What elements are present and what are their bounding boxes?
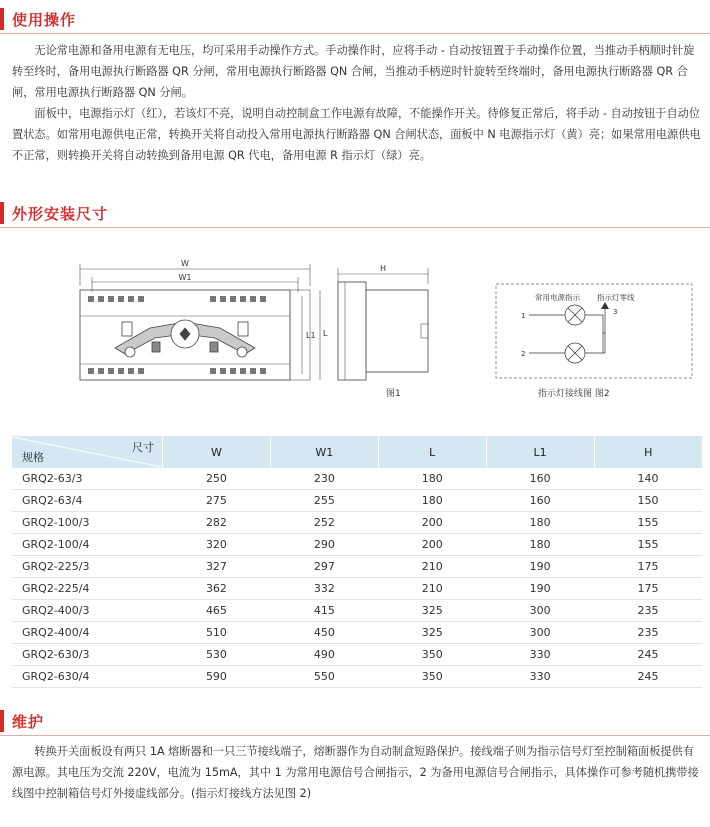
dim-label-l1: L1 [306, 331, 316, 340]
dimension-cell: 180 [486, 534, 594, 556]
table-row [12, 534, 702, 556]
wiring-label-common: 常用电源指示 [535, 293, 580, 302]
dimension-cell: 230 [270, 468, 378, 490]
section-header-usage [0, 4, 710, 34]
dimension-cell: 490 [270, 644, 378, 666]
table-row [12, 622, 702, 644]
dimension-cell: 530 [163, 644, 271, 666]
dimension-cell: 160 [486, 490, 594, 512]
section-accent-bar [0, 710, 4, 732]
table-row [12, 578, 702, 600]
dimension-cell: 350 [378, 644, 486, 666]
dimension-cell: 245 [594, 644, 702, 666]
section-header-dimensions [0, 198, 710, 228]
dimension-cell: 465 [163, 600, 271, 622]
dimension-cell: 350 [378, 666, 486, 688]
column-header: L1 [486, 436, 594, 468]
section-header-maintenance [0, 706, 710, 736]
dimension-cell: 330 [486, 644, 594, 666]
dimension-cell: 210 [378, 556, 486, 578]
dimension-cell: 235 [594, 600, 702, 622]
table-header-row [12, 436, 702, 468]
dimension-cell: 510 [163, 622, 271, 644]
wiring-label-zero: 指示灯零线 [597, 293, 635, 302]
dimension-cell: 180 [378, 490, 486, 512]
dimension-cell: 275 [163, 490, 271, 512]
dimension-cell: 175 [594, 578, 702, 600]
dimension-cell: 327 [163, 556, 271, 578]
dimension-cell: 150 [594, 490, 702, 512]
dim-label-h: H [379, 264, 387, 273]
maintenance-text [12, 741, 702, 804]
dimension-cell: 155 [594, 512, 702, 534]
dimension-cell: 210 [378, 578, 486, 600]
dimension-cell: 290 [270, 534, 378, 556]
table-row [12, 468, 702, 490]
usage-paragraph-2: 面板中，电源指示灯（红），若该灯不亮，说明自动控制盒工作电源有故障，不能操作开关。待修复正常后，将手动 - 自动按钮于自动位置状态。如常用电源供电正常，转换开关将自动投入常用电源执行断路器 QN 合闸状态，面板中 N 电源指示灯（黄）亮；如果常用电源供电不正常，则转换开关将自动转换到备用电源 QR 代电，备用电源 R 指示灯（绿）亮。 [12, 107, 701, 162]
model-cell: GRQ2-630/4 [12, 666, 163, 688]
section-divider [0, 227, 710, 228]
usage-paragraph-1: 无论常电源和备用电源有无电压，均可采用手动操作方式。手动操作时，应将手动 - 自动按钮置于手动操作位置，当推动手柄顺时针旋转至终时，备用电源执行断路器 QR 分闸，常用电源执行断路器 QN 合闸，当推动手柄逆时针旋转至终端时，备用电源执行断路器 QR 合闸，常用电源执行断路器 QN 分闸。 [12, 44, 695, 99]
column-header: W1 [270, 436, 378, 468]
table-row [12, 556, 702, 578]
section-accent-bar [0, 8, 4, 30]
dim-label-w1: W1 [178, 273, 192, 282]
column-header: W [163, 436, 271, 468]
terminal-1-label: 1 [521, 312, 526, 320]
model-cell: GRQ2-225/3 [12, 556, 163, 578]
dimension-cell: 300 [486, 600, 594, 622]
dimension-cell: 245 [594, 666, 702, 688]
column-header: H [594, 436, 702, 468]
dimension-cell: 330 [486, 666, 594, 688]
model-cell: GRQ2-63/3 [12, 468, 163, 490]
model-cell: GRQ2-630/3 [12, 644, 163, 666]
section-title-maintenance: 维护 [12, 713, 45, 731]
dimension-cell: 332 [270, 578, 378, 600]
model-cell: GRQ2-100/4 [12, 534, 163, 556]
terminal-3-label: 3 [613, 308, 618, 316]
dimension-cell: 590 [163, 666, 271, 688]
dimension-cell: 160 [486, 468, 594, 490]
dimension-cell: 200 [378, 512, 486, 534]
dimension-cell: 282 [163, 512, 271, 534]
dimension-cell: 200 [378, 534, 486, 556]
section-accent-bar [0, 202, 4, 224]
corner-label-spec: 规格 [22, 451, 44, 464]
dimension-table [12, 436, 702, 688]
dimension-cell: 190 [486, 556, 594, 578]
dimension-cell: 235 [594, 622, 702, 644]
dimension-cell: 450 [270, 622, 378, 644]
front-view-drawing [70, 256, 330, 396]
dimension-cell: 155 [594, 534, 702, 556]
dimension-cell: 255 [270, 490, 378, 512]
usage-text [12, 40, 702, 166]
table-corner-cell [12, 436, 163, 468]
dim-label-l: L [323, 329, 328, 338]
table-row [12, 600, 702, 622]
corner-label-size: 尺寸 [132, 441, 154, 454]
table-row [12, 644, 702, 666]
dimension-cell: 140 [594, 468, 702, 490]
table-row [12, 666, 702, 688]
dimension-cell: 325 [378, 600, 486, 622]
dimension-cell: 180 [486, 512, 594, 534]
table-row [12, 512, 702, 534]
dimension-cell: 325 [378, 622, 486, 644]
section-divider [0, 735, 710, 736]
model-cell: GRQ2-100/3 [12, 512, 163, 534]
dimension-cell: 415 [270, 600, 378, 622]
section-divider [0, 33, 710, 34]
figure-1-caption: 图1 [386, 389, 401, 399]
section-title-usage: 使用操作 [12, 11, 77, 29]
dimension-cell: 297 [270, 556, 378, 578]
dimension-cell: 362 [163, 578, 271, 600]
dimension-cell: 180 [378, 468, 486, 490]
wiring-diagram [495, 283, 693, 379]
dimension-cell: 252 [270, 512, 378, 534]
dimension-cell: 250 [163, 468, 271, 490]
side-view-drawing [333, 262, 438, 382]
section-title-dimensions: 外形安装尺寸 [12, 205, 109, 223]
terminal-2-label: 2 [521, 350, 526, 358]
figure-2-caption: 指示灯接线图 图2 [538, 389, 610, 399]
model-cell: GRQ2-400/3 [12, 600, 163, 622]
maintenance-paragraph: 转换开关面板设有两只 1A 熔断器和一只三节接线端子，熔断器作为自动制盒短路保护。接线端子则为指示信号灯至控制箱面板提供有源电源。其电压为交流 220V，电流为 15mA，其中 1 为常用电源信号合闸指示，2 为备用电源信号合闸指示，具体操作可参考随机携带接线图中控制箱信号灯外接虚线部分。(指示灯接线方法见图 2) [12, 745, 699, 800]
dimension-cell: 320 [163, 534, 271, 556]
dimension-cell: 300 [486, 622, 594, 644]
column-header: L [378, 436, 486, 468]
model-cell: GRQ2-400/4 [12, 622, 163, 644]
dimension-cell: 190 [486, 578, 594, 600]
model-cell: GRQ2-225/4 [12, 578, 163, 600]
dimension-cell: 550 [270, 666, 378, 688]
table-row [12, 490, 702, 512]
dimension-cell: 175 [594, 556, 702, 578]
model-cell: GRQ2-63/4 [12, 490, 163, 512]
dim-label-w: W [181, 259, 189, 268]
